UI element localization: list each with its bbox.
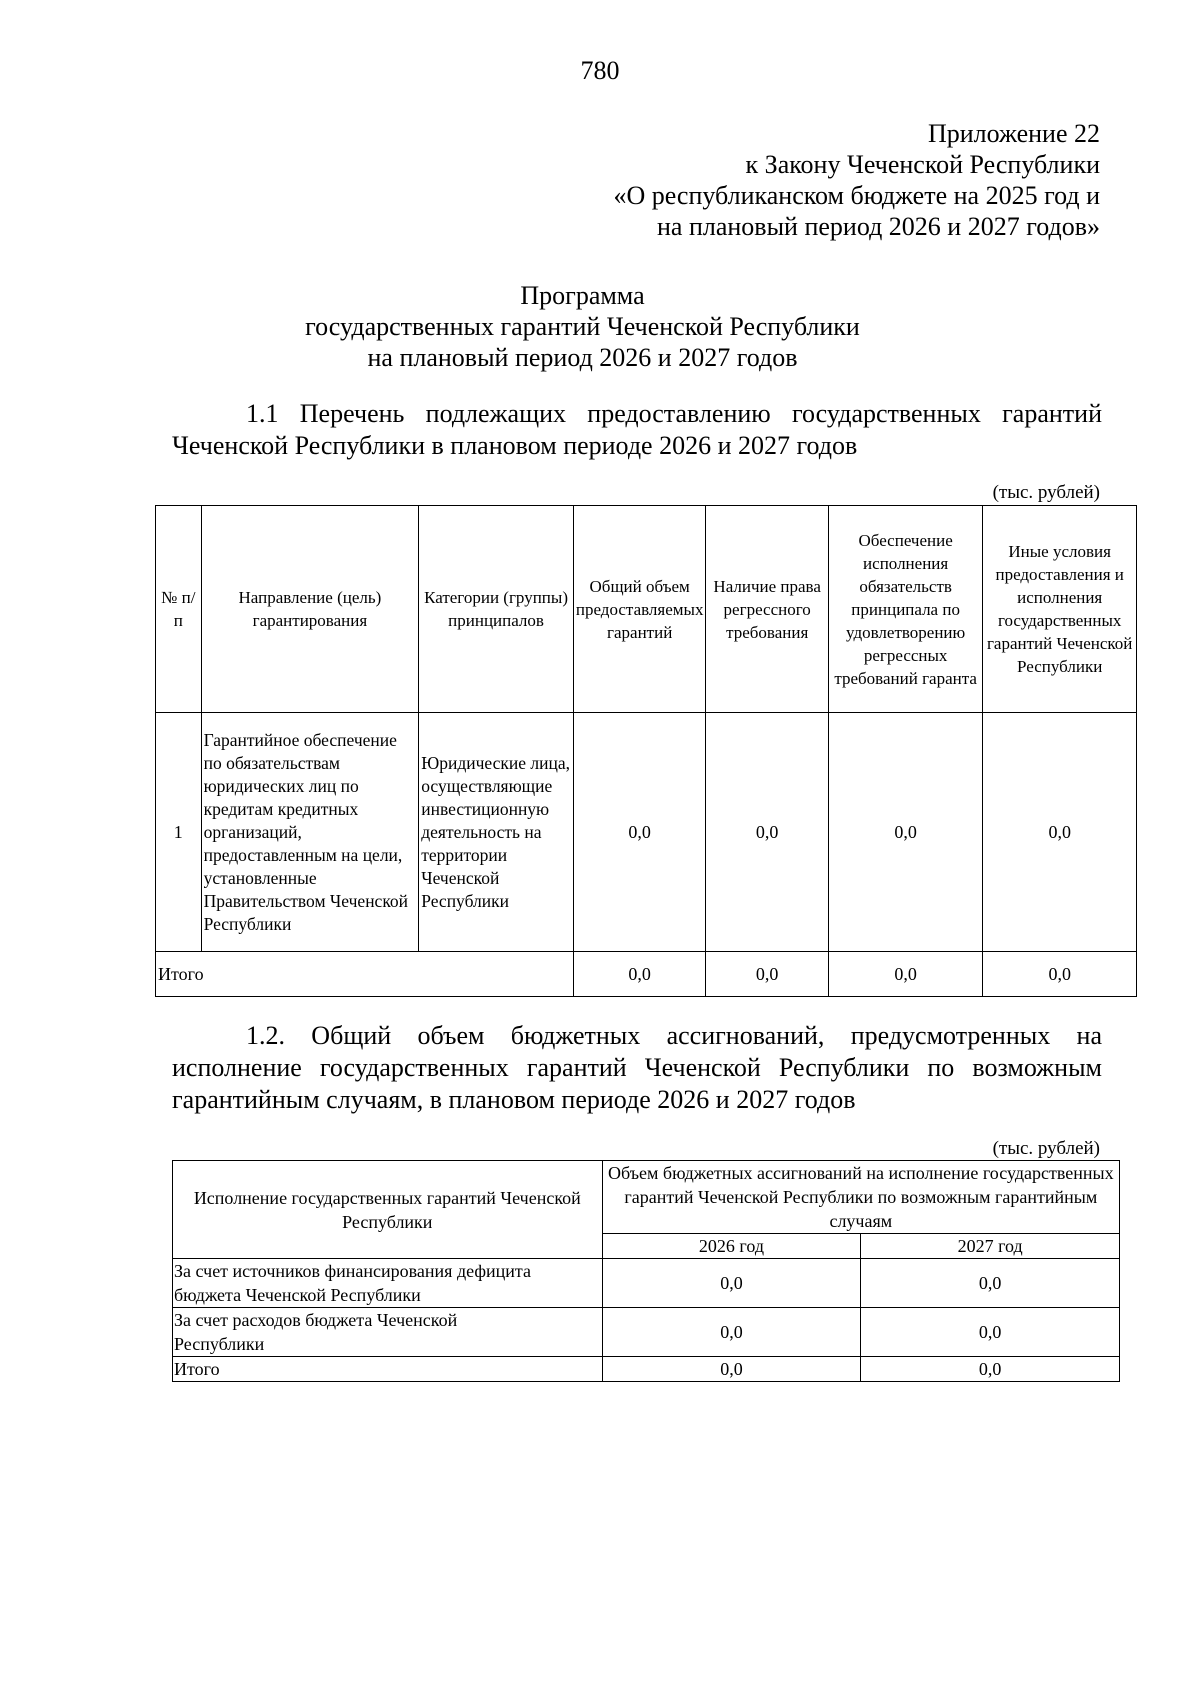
section1-unit: (тыс. рублей)	[992, 482, 1100, 503]
total-other: 0,0	[983, 952, 1137, 997]
total-label: Итого	[173, 1357, 603, 1382]
header-execution: Исполнение государственных гарантий Чеченской Республики	[173, 1161, 603, 1259]
total-volume: 0,0	[573, 952, 706, 997]
section2-unit: (тыс. рублей)	[992, 1138, 1100, 1159]
appendix-header	[400, 118, 1100, 242]
section2-heading-line: исполнение государственных гарантий Чеченской Республики по возможным	[172, 1053, 1102, 1082]
header-direction: Направление (цель) гарантирования	[201, 506, 419, 713]
total-label: Итого	[156, 952, 574, 997]
row-other: 0,0	[983, 713, 1137, 952]
row-security: 0,0	[828, 713, 982, 952]
section2-heading-line: гарантийным случаям, в плановом периоде 2026 и 2027 годов	[172, 1085, 856, 1114]
table-total-row	[173, 1357, 1120, 1382]
header-security: Обеспечение исполнения обязательств принципала по удовлетворению регрессных требований гаранта	[828, 506, 982, 713]
section2-heading-line: 1.2. Общий объем бюджетных ассигнований, предусмотренных на	[246, 1021, 1102, 1050]
row-value-2026: 0,0	[602, 1259, 861, 1308]
section2-heading	[172, 1020, 1102, 1116]
table-header-row	[173, 1161, 1120, 1234]
appendix-line: на плановый период 2026 и 2027 годов»	[657, 212, 1100, 241]
program-title-line: государственных гарантий Чеченской Республики	[305, 312, 860, 341]
table-row	[156, 713, 1137, 952]
header-year-2026: 2026 год	[602, 1234, 861, 1259]
section1-heading-line: Чеченской Республики в плановом периоде 2026 и 2027 годов	[172, 431, 858, 460]
appendix-line: к Закону Чеченской Республики	[745, 150, 1100, 179]
row-direction: Гарантийное обеспечение по обязательствам юридических лиц по кредитам кредитных организаций, предоставленным на цели, установленные Правительством Чеченской Республики	[201, 713, 419, 952]
row-value-2027: 0,0	[861, 1308, 1120, 1357]
row-categories: Юридические лица, осуществляющие инвестиционную деятельность на территории Чеченской Республики	[419, 713, 574, 952]
appendix-line: «О республиканском бюджете на 2025 год и	[613, 181, 1100, 210]
header-num: № п/п	[156, 506, 202, 713]
table-row	[173, 1259, 1120, 1308]
row-volume: 0,0	[573, 713, 706, 952]
row-value-2027: 0,0	[861, 1259, 1120, 1308]
row-value-2026: 0,0	[602, 1308, 861, 1357]
header-appropriations: Объем бюджетных ассигнований на исполнение государственных гарантий Чеченской Республики по возможным гарантийным случаям	[602, 1161, 1119, 1234]
total-recourse: 0,0	[706, 952, 828, 997]
page-number: 780	[580, 56, 620, 85]
header-recourse: Наличие права регрессного требования	[706, 506, 828, 713]
row-recourse: 0,0	[706, 713, 828, 952]
header-other: Иные условия предоставления и исполнения государственных гарантий Чеченской Республики	[983, 506, 1137, 713]
program-title-line: на плановый период 2026 и 2027 годов	[367, 343, 798, 372]
total-value-2027: 0,0	[861, 1357, 1120, 1382]
header-categories: Категории (группы) принципалов	[419, 506, 574, 713]
appropriations-table	[172, 1160, 1120, 1382]
table-row	[173, 1308, 1120, 1357]
header-year-2027: 2027 год	[861, 1234, 1120, 1259]
program-title-line: Программа	[520, 281, 645, 310]
section1-heading-line: 1.1 Перечень подлежащих предоставлению государственных гарантий	[246, 399, 1102, 428]
appendix-line: Приложение 22	[927, 119, 1100, 148]
table-header-row	[156, 506, 1137, 713]
row-num: 1	[156, 713, 202, 952]
total-value-2026: 0,0	[602, 1357, 861, 1382]
total-security: 0,0	[828, 952, 982, 997]
program-title	[120, 280, 1045, 373]
row-label: За счет расходов бюджета Чеченской Республики	[173, 1308, 603, 1357]
row-label: За счет источников финансирования дефицита бюджета Чеченской Республики	[173, 1259, 603, 1308]
table-total-row	[156, 952, 1137, 997]
guarantees-table	[155, 505, 1137, 997]
section1-heading	[172, 398, 1102, 462]
header-volume: Общий объем предоставляемых гарантий	[573, 506, 706, 713]
